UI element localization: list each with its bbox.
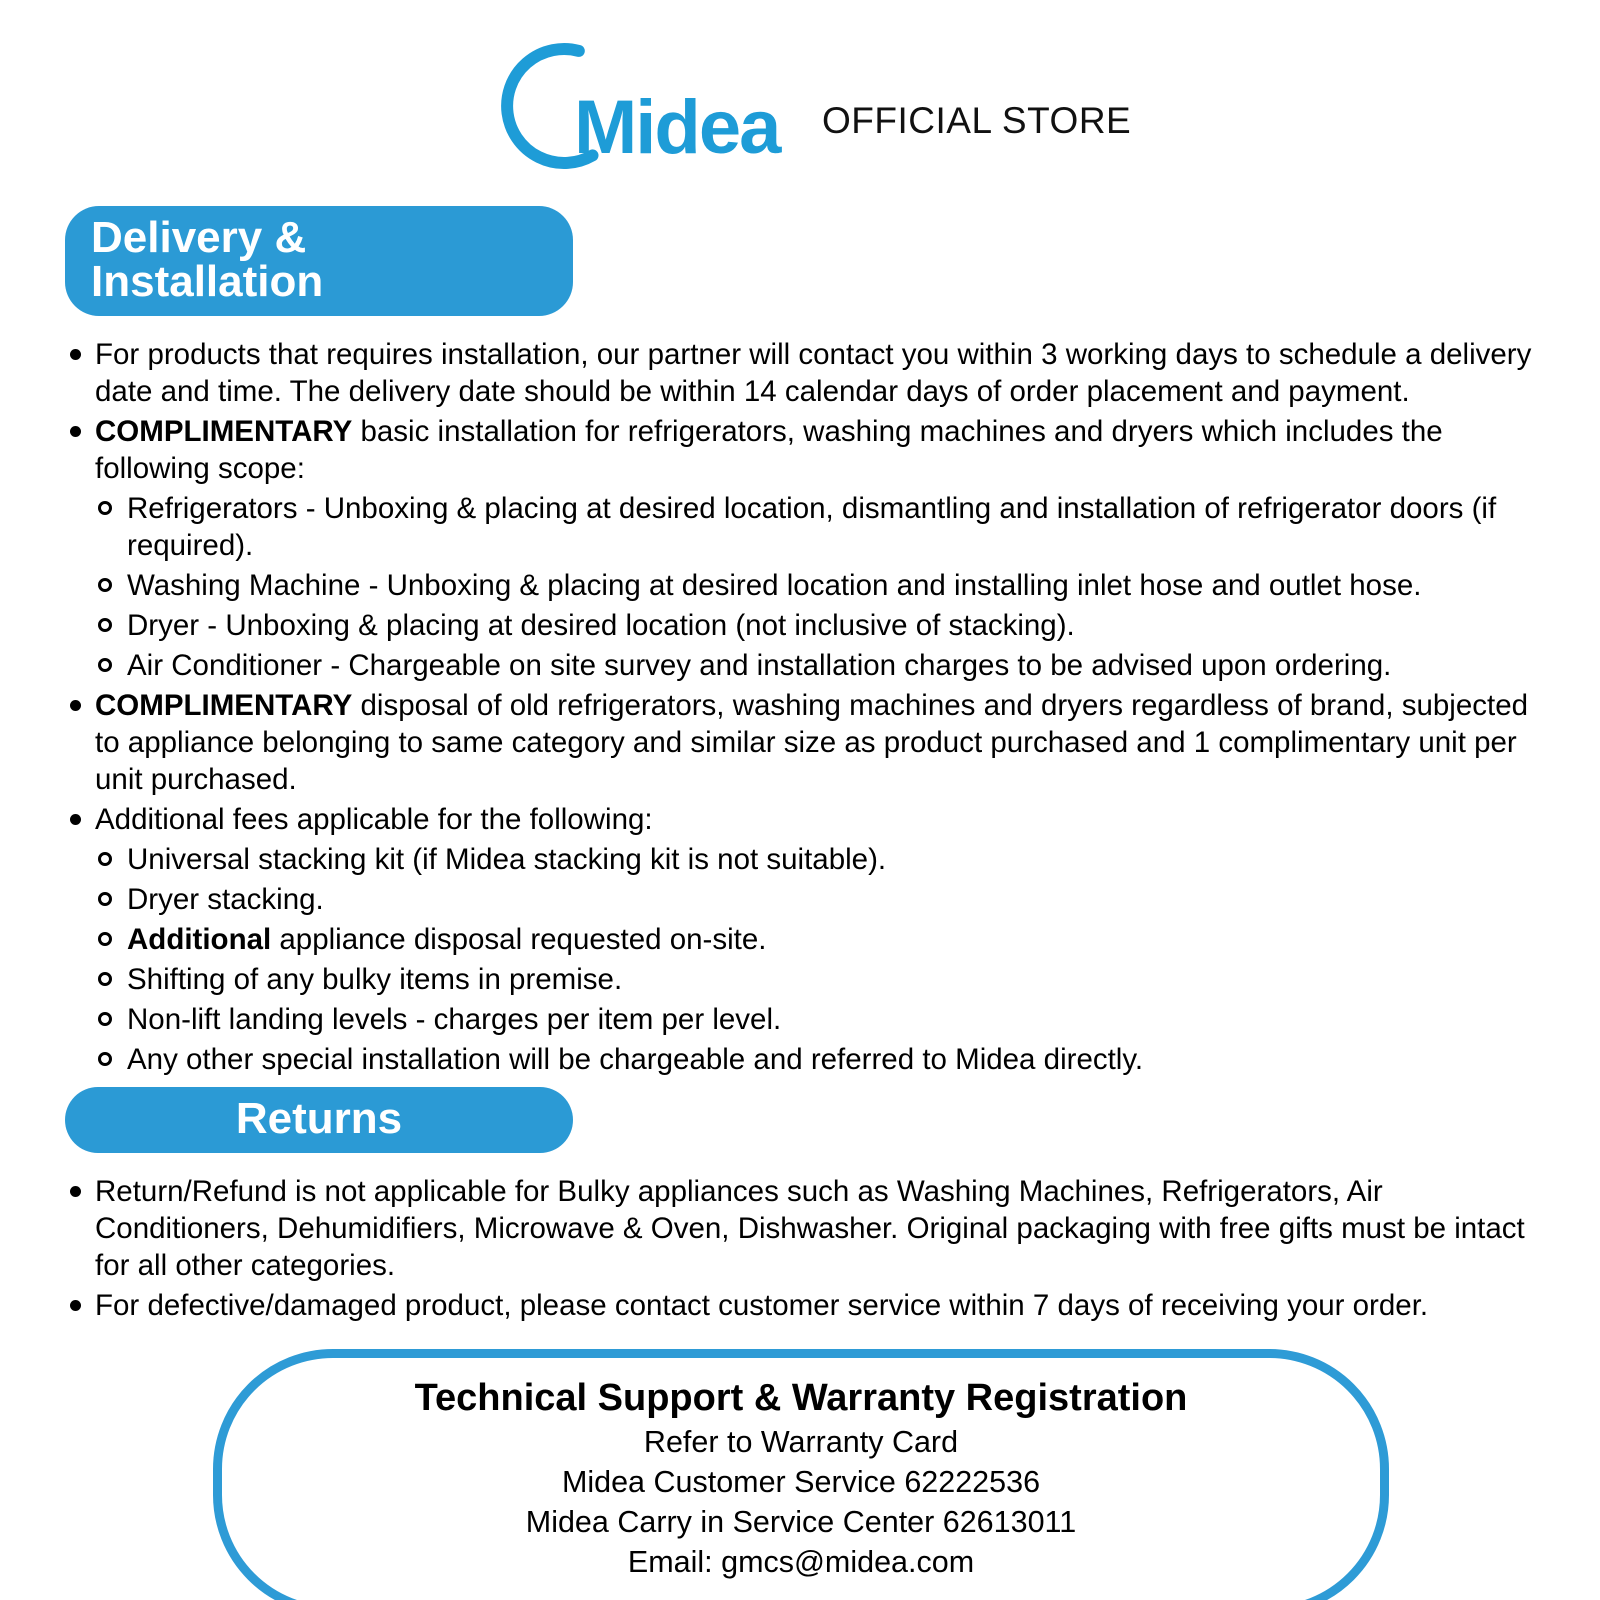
support-line-customer-service: Midea Customer Service 62222536: [561, 1465, 1041, 1499]
support-box-title: Technical Support & Warranty Registration: [414, 1377, 1188, 1419]
list-item: [62, 687, 1550, 798]
official-store-label: OFFICIAL STORE: [822, 100, 1132, 141]
list-subitem-text: appliance disposal requested on-site.: [271, 923, 767, 956]
support-warranty-box: [213, 1349, 1389, 1600]
support-line-warranty-card: Refer to Warranty Card: [643, 1425, 959, 1459]
midea-logo: [500, 40, 810, 170]
list-item-text: basic installation for refrigerators, washing machines and dryers which includes the following scope:: [95, 415, 1443, 485]
list-item-text: disposal of old refrigerators, washing machines and dryers regardless of brand, subjected to appliance belonging to same category and similar size as product purchased and 1 complimentary unit per unit purchased.: [95, 689, 1529, 796]
returns-list: [62, 1173, 1550, 1324]
brand-wordmark: Midea: [574, 85, 780, 170]
section-title-returns: Returns: [65, 1087, 573, 1153]
list-subitem: Dryer stacking.: [98, 881, 1550, 918]
list-item: Return/Refund is not applicable for Bulky appliances such as Washing Machines, Refrigerators, Air Conditioners, Dehumidifiers, Microwave & Oven, Dishwasher. Original packaging with free gifts must be intact for all other categories.: [62, 1173, 1550, 1284]
list-item: For defective/damaged product, please contact customer service within 7 days of receiving your order.: [62, 1287, 1550, 1324]
list-subitem: Washing Machine - Unboxing & placing at desired location and installing inlet hose and outlet hose.: [98, 567, 1550, 604]
header: [0, 0, 1600, 192]
list-item-bold-lead: COMPLIMENTARY: [95, 415, 353, 448]
support-line-service-center: Midea Carry in Service Center 62613011: [525, 1505, 1077, 1539]
list-subitem: [98, 921, 1550, 958]
delivery-list: [62, 336, 1550, 1078]
list-item: [62, 413, 1550, 487]
section-title-delivery-installation: Delivery & Installation: [65, 206, 573, 316]
list-item: For products that requires installation, our partner will contact you within 3 working days to schedule a delivery date and time. The delivery date should be within 14 calendar days of order placement and payment.: [62, 336, 1550, 410]
list-subitem: Any other special installation will be chargeable and referred to Midea directly.: [98, 1041, 1550, 1078]
list-subitem: Air Conditioner - Chargeable on site survey and installation charges to be advised upon ordering.: [98, 647, 1550, 684]
list-subitem: Non-lift landing levels - charges per item per level.: [98, 1001, 1550, 1038]
support-line-email: Email: gmcs@midea.com: [627, 1545, 975, 1579]
list-subitem: Universal stacking kit (if Midea stacking kit is not suitable).: [98, 841, 1550, 878]
list-subitem: Refrigerators - Unboxing & placing at desired location, dismantling and installation of refrigerator doors (if required).: [98, 490, 1550, 564]
list-subitem: Shifting of any bulky items in premise.: [98, 961, 1550, 998]
list-subitem: Dryer - Unboxing & placing at desired location (not inclusive of stacking).: [98, 607, 1550, 644]
list-subitem-bold-lead: Additional: [127, 923, 272, 956]
list-item-bold-lead: COMPLIMENTARY: [95, 689, 353, 722]
list-item: Additional fees applicable for the following:: [62, 801, 1550, 838]
